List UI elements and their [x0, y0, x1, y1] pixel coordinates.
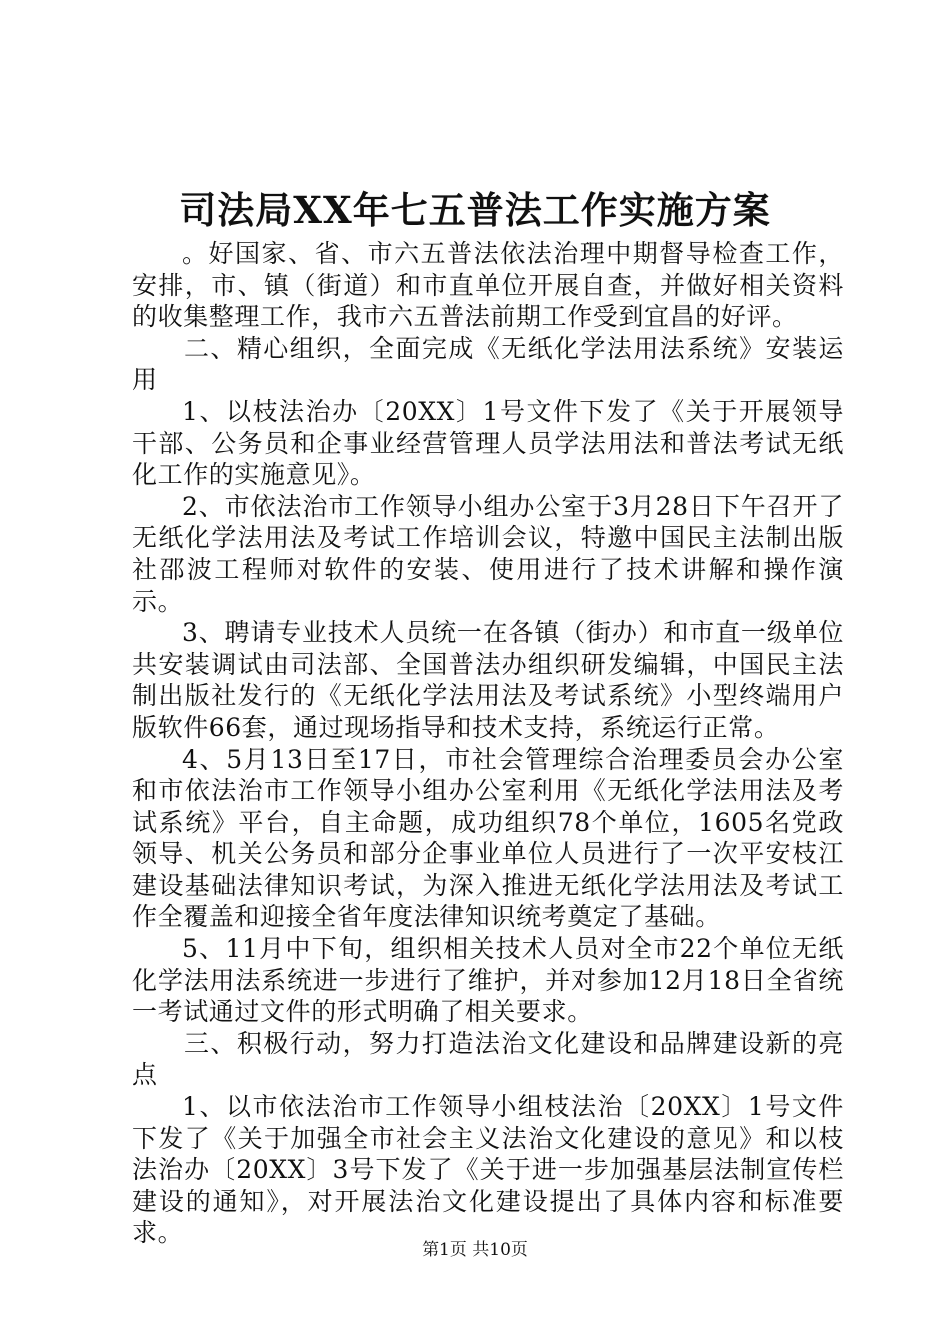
paragraph-item-4: 4、5月13日至17日，市社会管理综合治理委员会办公室和市依法治市工作领导小组办公室利用《无纸化学法用法及考试系统》平台，自主命题，成功组织78个单位，1605名党政领导、机关公务员和部分企事业单位人员进行了一次平安枝江建设基础法律知识考试，为深入推进无纸化学法用法及考试工作全覆盖和迎接全省年度法律知识统考奠定了基础。 — [132, 744, 844, 932]
paragraph-item-1: 1、以枝法治办〔20XX〕1号文件下发了《关于开展领导干部、公务员和企事业经营管理人员学法用法和普法考试无纸化工作的实施意见》。 — [132, 396, 844, 490]
paragraph-item-2: 2、市依法治市工作领导小组办公室于3月28日下午召开了无纸化学法用法及考试工作培训会议，特邀中国民主法制出版社邵波工程师对软件的安装、使用进行了技术讲解和操作演示。 — [132, 491, 844, 616]
paragraph-item-5: 5、11月中下旬，组织相关技术人员对全市22个单位无纸化学法用法系统进一步进行了维护，并对参加12月18日全省统一考试通过文件的形式明确了相关要求。 — [132, 934, 844, 1027]
page-footer: 第1页 共10页 — [422, 1240, 528, 1260]
section-heading-3: 三、积极行动，努力打造法治文化建设和品牌建设新的亮点 — [132, 1028, 844, 1090]
paragraph-item-1-section-3: 1、以市依法治市工作领导小组枝法治〔20XX〕1号文件下发了《关于加强全市社会主义法治文化建设的意见》和以枝法治办〔20XX〕3号下发了《关于进一步加强基层法制宣传栏建设的通知》，对开展法治文化建设提出了具体内容和标准要求。 — [132, 1092, 844, 1248]
paragraph-item-3: 3、聘请专业技术人员统一在各镇（街办）和市直一级单位共安装调试由司法部、全国普法办组织研发编辑，中国民主法制出版社发行的《无纸化学法用法及考试系统》小型终端用户版软件66套，通过现场指导和技术支持，系统运行正常。 — [132, 618, 844, 742]
document-title: 司法局XX年七五普法工作实施方案 — [179, 188, 771, 232]
paragraph-intro: 。好国家、省、市六五普法依法治理中期督导检查工作，安排，市、镇（街道）和市直单位开展自查，并做好相关资料的收集整理工作，我市六五普法前期工作受到宜昌的好评。 — [132, 239, 844, 332]
section-heading-2: 二、精心组织，全面完成《无纸化学法用法系统》安装运用 — [132, 333, 844, 395]
document-body — [132, 238, 844, 1249]
